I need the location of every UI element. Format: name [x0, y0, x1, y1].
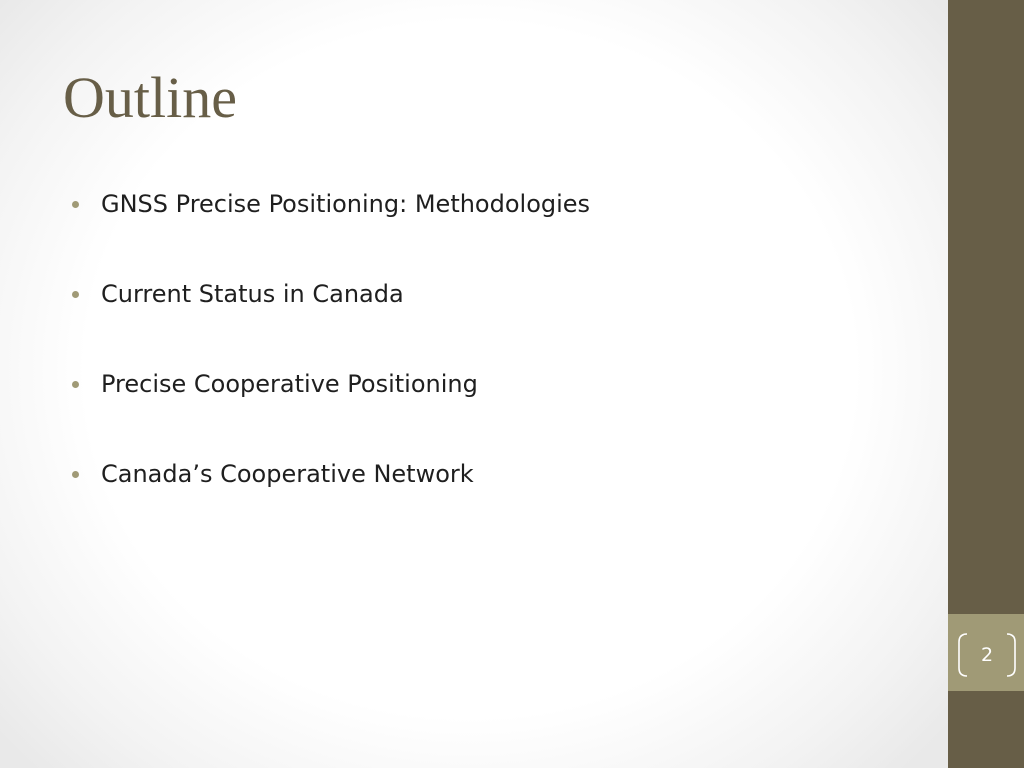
bullet-dot-icon	[72, 381, 79, 388]
page-number: 2	[980, 644, 994, 666]
bullet-dot-icon	[72, 201, 79, 208]
bullet-list	[72, 186, 590, 546]
bullet-text: Current Status in Canada	[101, 280, 404, 308]
slide-title: Outline	[63, 65, 237, 130]
bullet-text: Canada’s Cooperative Network	[101, 460, 474, 488]
bullet-dot-icon	[72, 471, 79, 478]
bullet-item	[72, 276, 590, 312]
bullet-item	[72, 186, 590, 222]
bullet-text: Precise Cooperative Positioning	[101, 370, 478, 398]
bullet-item	[72, 366, 590, 402]
bullet-item	[72, 456, 590, 492]
bullet-dot-icon	[72, 291, 79, 298]
bullet-text: GNSS Precise Positioning: Methodologies	[101, 190, 591, 218]
